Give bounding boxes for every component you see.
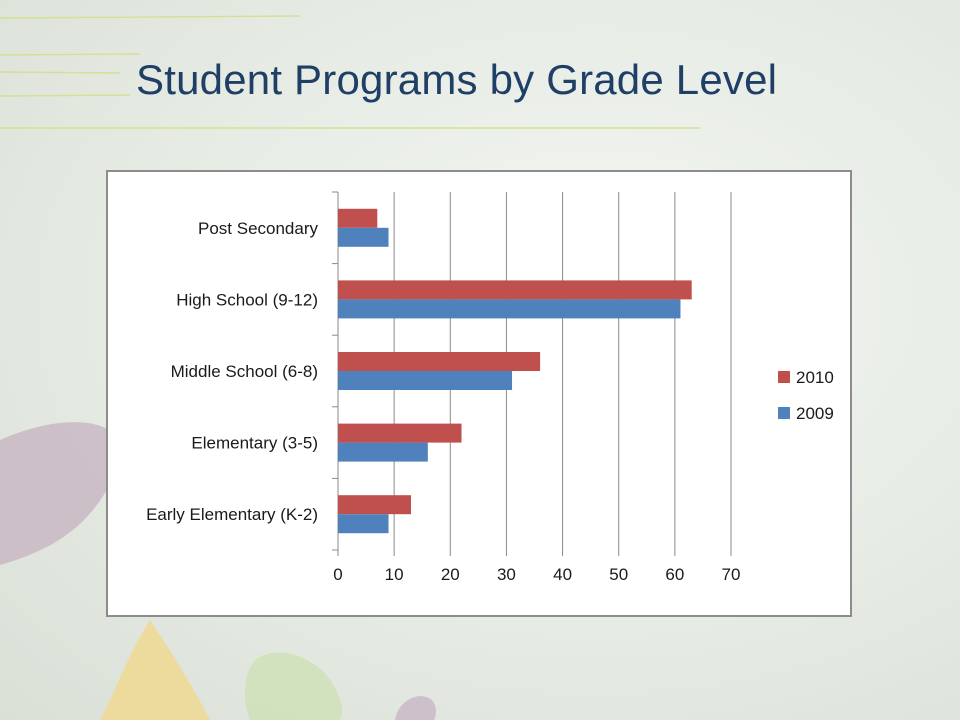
x-tick-label: 0 — [333, 565, 343, 584]
bar-2010 — [338, 352, 540, 371]
category-label: Elementary (3-5) — [191, 433, 318, 453]
bar-2009 — [338, 443, 428, 462]
legend-swatch-2010 — [778, 371, 790, 383]
x-tick-label: 50 — [609, 565, 629, 584]
legend-label: 2009 — [796, 404, 834, 423]
bar-chart — [108, 172, 850, 615]
bar-2010 — [338, 424, 462, 443]
category-label: High School (9-12) — [176, 290, 318, 310]
bar-2010 — [338, 495, 411, 514]
category-label: Middle School (6-8) — [170, 362, 318, 381]
x-tick-label: 40 — [553, 565, 573, 584]
x-tick-label: 10 — [384, 565, 404, 584]
bar-2010 — [338, 280, 692, 299]
category-label: Post Secondary — [197, 218, 318, 238]
bar-2009 — [338, 299, 680, 318]
x-tick-label: 20 — [440, 565, 460, 584]
slide-title: Student Programs by Grade Level — [136, 56, 778, 103]
chart-frame — [106, 170, 852, 617]
bar-2009 — [338, 371, 512, 390]
bar-2009 — [338, 228, 389, 247]
bar-2010 — [338, 209, 377, 228]
bar-2009 — [338, 514, 389, 533]
x-tick-label: 30 — [496, 565, 516, 584]
x-tick-label: 70 — [721, 565, 741, 584]
category-label: Early Elementary (K-2) — [146, 505, 318, 525]
legend-label: 2010 — [796, 368, 834, 387]
x-tick-label: 60 — [665, 565, 685, 584]
legend-swatch-2009 — [778, 407, 790, 419]
